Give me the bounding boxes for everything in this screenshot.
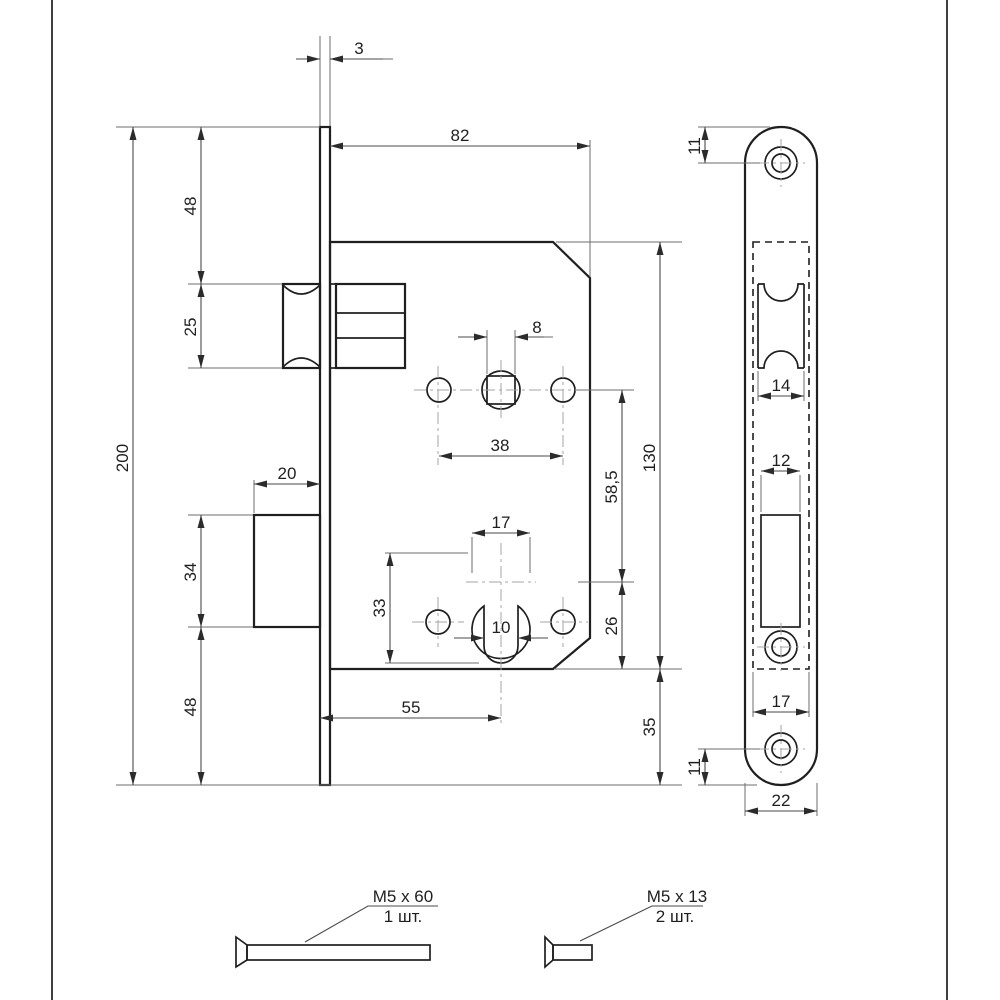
long-screw-shaft <box>247 945 430 960</box>
long-screw-qty: 1 шт. <box>383 907 423 926</box>
drawing-frame <box>52 0 947 1000</box>
fasteners <box>236 887 707 967</box>
dim-spindle-to-cylinder: 58,5 <box>602 470 621 504</box>
dim-cylinder-profile-height: 33 <box>370 598 389 618</box>
strike-dimension-labels <box>685 137 790 810</box>
dim-body-height: 130 <box>640 443 659 473</box>
dim-top-to-latch: 48 <box>181 196 200 216</box>
dim-recess-width: 17 <box>771 692 791 711</box>
long-screw-head <box>236 937 247 967</box>
lock-body-dimension-lines <box>133 59 660 785</box>
long-screw <box>236 887 438 967</box>
lock-body-view <box>113 36 682 785</box>
short-screw-qty: 2 шт. <box>655 907 695 926</box>
dim-cylinder-head-width: 17 <box>491 513 511 532</box>
dim-spindle-square: 8 <box>532 318 542 337</box>
short-screw-label: M5 x 13 <box>646 887 708 906</box>
dim-bolt-cutout-width: 12 <box>771 451 791 470</box>
dim-backset: 55 <box>401 698 421 717</box>
latch-follower-box <box>336 284 405 368</box>
dim-deadbolt-throw: 20 <box>277 464 297 483</box>
dim-body-width: 82 <box>450 126 470 145</box>
long-screw-label: M5 x 60 <box>372 887 434 906</box>
deadbolt-cutout <box>761 515 800 627</box>
dim-deadbolt-to-bottom: 48 <box>181 697 200 717</box>
short-screw <box>545 887 707 967</box>
strike-plate-view <box>685 127 817 816</box>
short-screw-shaft <box>553 945 592 960</box>
dim-handle-hole-spacing: 38 <box>490 436 510 455</box>
short-screw-head <box>545 937 553 967</box>
lock-body-dimension-labels <box>113 39 659 736</box>
dim-plate-width: 22 <box>771 791 791 810</box>
dim-latch-height: 25 <box>181 317 200 337</box>
deadbolt <box>254 515 320 627</box>
latch-bolt-bevel-arcs <box>283 285 320 367</box>
dim-faceplate-thickness: 3 <box>354 39 364 58</box>
latch-bolt-head <box>283 284 320 368</box>
dim-cylinder-to-body-bottom: 26 <box>602 616 621 636</box>
dim-faceplate-length: 200 <box>113 443 132 473</box>
strike-dimension-lines <box>705 127 817 811</box>
dim-deadbolt-height: 34 <box>181 562 200 582</box>
dim-screw-to-plate-bottom: 11 <box>685 758 704 776</box>
faceplate <box>320 127 330 785</box>
dim-cylinder-slot-width: 10 <box>491 618 511 637</box>
latch-bolt <box>283 284 405 368</box>
dim-latch-cutout-width: 14 <box>771 376 791 395</box>
dim-body-to-faceplate-bottom: 35 <box>640 717 659 737</box>
dim-plate-top-to-screw: 11 <box>685 137 704 155</box>
latch-cutout <box>758 284 804 368</box>
